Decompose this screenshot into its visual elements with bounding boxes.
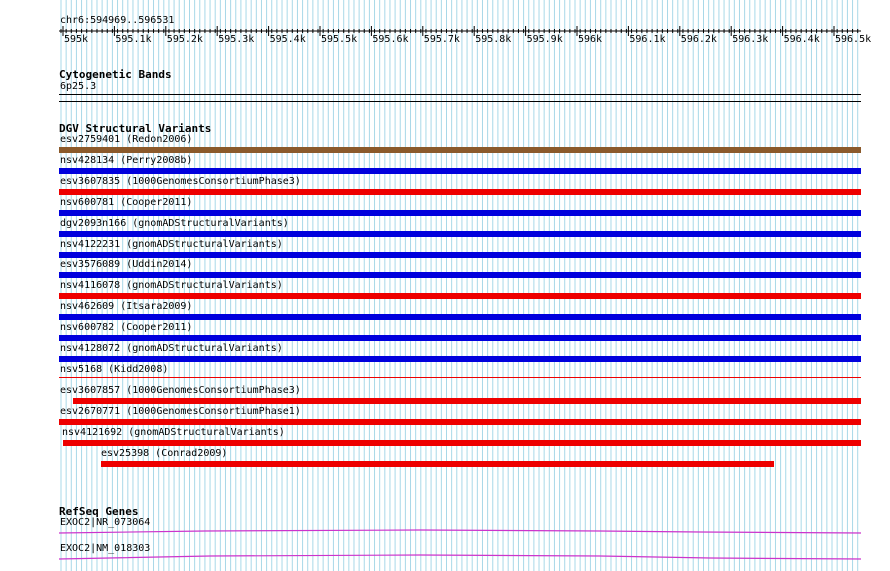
variant-label[interactable]: esv3607857 (1000GenomesConsortiumPhase3) [60, 384, 301, 396]
gene-model-line [59, 530, 861, 533]
variant-label[interactable]: nsv428134 (Perry2008b) [60, 154, 193, 166]
variant-label[interactable]: dgv2093n166 (gnomADStructuralVariants) [60, 217, 289, 229]
ruler-tick-label: 595.3k [218, 34, 255, 45]
variant-label[interactable]: nsv5168 (Kidd2008) [60, 363, 169, 375]
variant-label[interactable]: nsv4116078 (gnomADStructuralVariants) [60, 280, 283, 292]
gene-label-nr-073064[interactable]: EXOC2|NR_073064 [60, 517, 151, 528]
cytoband-track-title: Cytogenetic Bands [59, 68, 172, 81]
variant-label[interactable]: nsv462609 (Itsara2009) [60, 301, 193, 313]
dgv-track-title: DGV Structural Variants [59, 122, 212, 135]
gene-label-nm-018303[interactable]: EXOC2|NM_018303 [60, 543, 151, 554]
ruler-tick-label: 595.1k [115, 34, 152, 45]
ruler-tick-label: 596k [578, 34, 603, 45]
variant-label[interactable]: nsv4128072 (gnomADStructuralVariants) [60, 343, 283, 354]
variant-label[interactable]: esv3607835 (1000GenomesConsortiumPhase3) [60, 175, 301, 187]
ruler-tick-label: 596.2k [680, 34, 717, 45]
variant-label[interactable]: esv3576089 (Uddin2014) [60, 259, 193, 271]
variant-label[interactable]: nsv600782 (Cooper2011) [60, 322, 193, 334]
ruler-tick-label: 595.6k [372, 34, 409, 45]
variant-label[interactable]: esv25398 (Conrad2009) [101, 447, 228, 459]
ruler-tick-label: 595.8k [475, 34, 512, 45]
ruler-tick-label: 596.4k [783, 34, 820, 45]
ruler-tick-label: 595.9k [526, 34, 563, 45]
gene-model-line [59, 555, 861, 559]
cytoband-name: 6p25.3 [60, 81, 97, 92]
variant-label[interactable]: esv2759401 (Redon2006) [60, 134, 193, 145]
variant-label[interactable]: esv2670771 (1000GenomesConsortiumPhase1) [60, 405, 301, 417]
ruler-tick-label: 596.1k [629, 34, 666, 45]
variant-label[interactable]: nsv4121692 (gnomADStructuralVariants) [62, 426, 285, 438]
ruler-tick-label: 596.5k [835, 34, 872, 45]
location-label: chr6:594969..596531 [60, 15, 175, 26]
ruler-tick-label: 595.7k [423, 34, 460, 45]
variant-label[interactable]: nsv600781 (Cooper2011) [60, 196, 193, 208]
refseq-track-title: RefSeq Genes [59, 505, 139, 518]
variant-label[interactable]: nsv4122231 (gnomADStructuralVariants) [60, 238, 283, 250]
ruler-tick-label: 595.2k [166, 34, 203, 45]
ruler-tick-label: 595.5k [321, 34, 358, 45]
ruler-tick-label: 595.4k [269, 34, 306, 45]
ruler-tick-label: 596.3k [732, 34, 769, 45]
ruler-tick-label: 595k [64, 34, 89, 45]
